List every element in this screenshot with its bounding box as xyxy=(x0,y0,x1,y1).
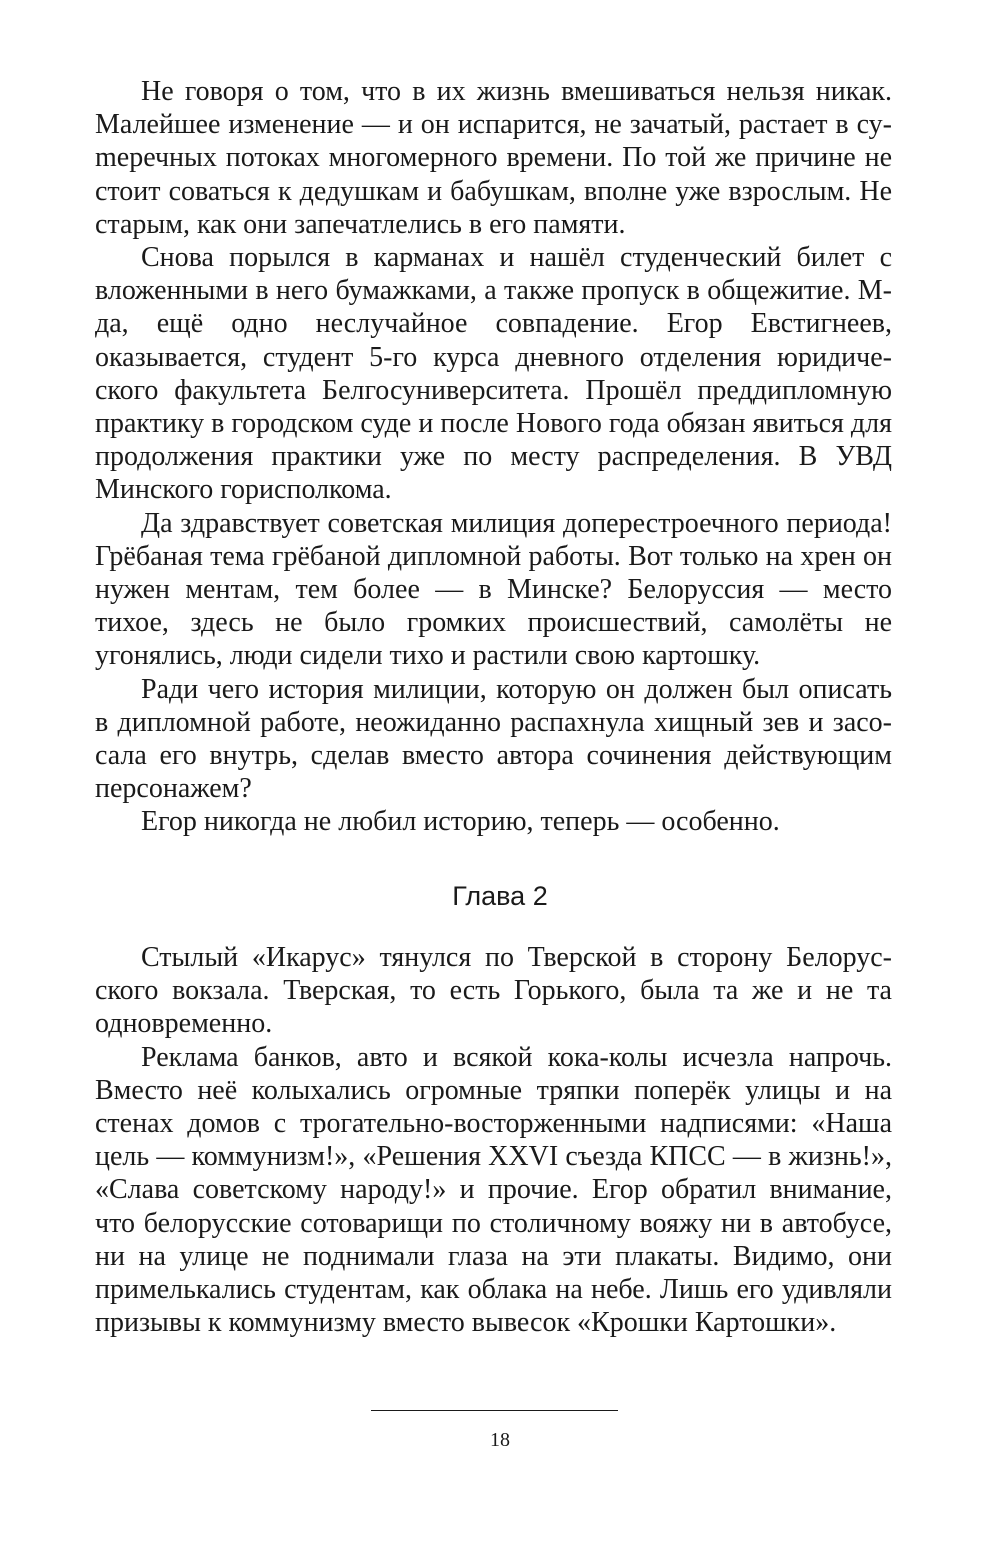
page-number: 18 xyxy=(490,1429,510,1451)
paragraph: Реклама банков, авто и всякой кока-колы исчезла напрочь. Вместо неё колыхались огромные тряпки поперёк улицы и на стенах домов с трогательно-восторженными надписями: «Наша цель — коммунизм!», «Решения XXVI съезда КПСС — в жизнь!», «Слава советскому народу!» и прочие. Егор обратил внимание, что белорусские сотоварищи по столичному вояжу ни в автобусе, ни на улице не поднимали глаза на эти плакаты. Видимо, они примелькались студентам, как облака на небе. Лишь его удивляли призывы к коммунизму вместо вывесок «Крошки Картошки». xyxy=(95,1041,892,1339)
text-block-after-chapter xyxy=(95,941,892,1339)
paragraph: Стылый «Икарус» тянулся по Тверской в сторону Белорусского вокзала. Тверская, то есть Горького, была та же и не та одновременно. xyxy=(95,942,892,1040)
paragraph: Да здравствует советская милиция доперестроечного периода! Грёбаная тема грёбаной дипломной работы. Вот только на хрен он нужен ментам, тем более — в Минске? Белоруссия — место тихое, здесь не было громких происшествий, самолёты не угонялись, люди сидели тихо и растили свою картошку. xyxy=(95,507,892,672)
paragraph: Снова порылся в карманах и нашёл студенческий билет с вложенными в него бумажками, а также пропуск в общежитие. М-да, ещё одно неслучайное совпадение. Егор Евстигнеев, оказывается, студент 5-го курса дневного отделения юридического факультета Белгосуниверситета. Прошёл преддипломную практику в городском суде и после Нового года обязан явиться для продолжения практики уже по месту распределения. В УВД Минского горисполкома. xyxy=(95,242,892,506)
paragraph: Не говоря о том, что в их жизнь вмешиваться нельзя никак. Малейшее изменение — и он испарится, не зачатый, растает в суmеречных потоках многомерного времени. По той же причине не стоит соваться к дедушкам и бабушкам, вполне уже взрослым. Не старым, как они запечатлелись в его памяти. xyxy=(95,76,892,240)
paragraph: Ради чего история милиции, которую он должен был описать в дипломной работе, неожиданно распахнула хищный зев и засосала его внутрь, сделав вместо автора сочинения действующим персонажем? xyxy=(95,673,892,805)
chapter-title: Глава 2 xyxy=(452,881,548,911)
page-footer-rule xyxy=(371,1410,618,1411)
text-block-before-chapter xyxy=(95,75,892,839)
paragraph: Егор никогда не любил историю, теперь — особенно. xyxy=(141,806,780,838)
